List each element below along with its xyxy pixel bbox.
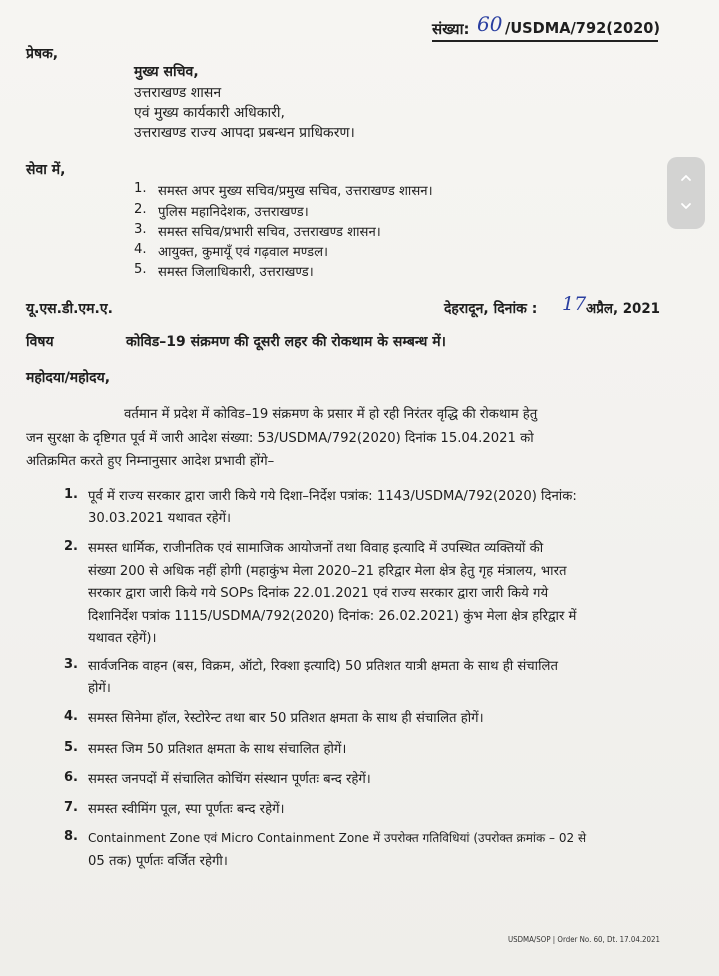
recipient-text: समस्त जिलाधिकारी, उत्तराखण्ड। (158, 265, 314, 280)
page-scroll-control[interactable] (667, 157, 705, 229)
order-number: 7. (64, 800, 78, 815)
sender-name: मुख्य सचिव, (134, 64, 199, 80)
date-suffix: अप्रैल, 2021 (586, 301, 660, 317)
recipient-text: समस्त अपर मुख्य सचिव/प्रमुख सचिव, उत्तराखण्ड शासन। (158, 184, 433, 199)
footer-reference: USDMA/SOP | Order No. 60, Dt. 17.04.2021 (508, 935, 660, 944)
order-line: समस्त सिनेमा हॉल, रेस्टोरेन्ट तथा बार 50 प्रतिशत क्षमता के साथ ही संचालित होगें। (88, 711, 484, 726)
order-line: सरकार द्वारा जारी किये गये SOPs दिनांक 22.01.2021 एवं राज्य सरकार द्वारा जारी किये गये (88, 586, 549, 601)
recipient-number: 4. (134, 242, 147, 257)
order-line: सार्वजनिक वाहन (बस, विक्रम, ऑटो, रिक्शा इत्यादि) 50 प्रतिशत यात्री क्षमता के साथ ही संचालित (88, 659, 558, 674)
intro-line: वर्तमान में प्रदेश में कोविड–19 संक्रमण के प्रसार में हो रही निरंतर वृद्धि की रोकथाम हेतु (124, 407, 538, 422)
date-prefix: देहरादून, दिनांक : (444, 301, 538, 317)
order-number: 2. (64, 539, 78, 554)
subject-label: विषय (26, 334, 54, 350)
recipient-text: समस्त सचिव/प्रभारी सचिव, उत्तराखण्ड शासन। (158, 225, 381, 240)
order-line: संख्या 200 से अधिक नहीं होगी (महाकुंभ मेला 2020–21 हरिद्वार मेला क्षेत्र हेतु गृह मंत्रालय, भारत (88, 564, 567, 579)
date-day: 17 (562, 293, 587, 315)
order-number-label: संख्या: (432, 20, 470, 38)
order-number: 1. (64, 487, 78, 502)
sender-line: उत्तराखण्ड राज्य आपदा प्रबन्धन प्राधिकरण। (134, 125, 355, 141)
order-number: 6. (64, 770, 78, 785)
order-line: दिशानिर्देश पत्रांक 1115/USDMA/792(2020) दिनांक: 26.02.2021) कुंभ मेला क्षेत्र हरिद्वार में (88, 609, 577, 624)
recipient-text: पुलिस महानिदेशक, उत्तराखण्ड। (158, 205, 309, 220)
chevron-down-icon[interactable] (679, 199, 693, 213)
order-number: 3. (64, 657, 78, 672)
sender-line: उत्तराखण्ड शासन (134, 85, 222, 101)
order-line: 30.03.2021 यथावत रहेगें। (88, 511, 232, 526)
order-number: 5. (64, 740, 78, 755)
salutation: महोदया/महोदय, (26, 370, 111, 386)
sender-label: प्रेषक, (26, 46, 59, 62)
order-number: 8. (64, 829, 78, 844)
sender-line: एवं मुख्य कार्यकारी अधिकारी, (134, 105, 285, 121)
subject-text: कोविड–19 संक्रमण की दूसरी लहर की रोकथाम के सम्बन्ध में। (126, 334, 446, 350)
recipient-number: 5. (134, 262, 147, 277)
header-underline (432, 40, 658, 42)
recipient-text: आयुक्त, कुमायूँ एवं गढ़वाल मण्डल। (158, 245, 329, 260)
order-line: समस्त जनपदों में संचालित कोचिंग संस्थान पूर्णतः बन्द रहेगें। (88, 772, 371, 787)
recipient-number: 2. (134, 202, 147, 217)
recipient-number: 1. (134, 181, 147, 196)
order-number: 4. (64, 709, 78, 724)
order-line: पूर्व में राज्य सरकार द्वारा जारी किये गये दिशा–निर्देश पत्रांक: 1143/USDMA/792(2020) दिनांक: (88, 489, 577, 504)
chevron-up-icon[interactable] (679, 171, 693, 185)
recipient-number: 3. (134, 222, 147, 237)
department-code: यू.एस.डी.एम.ए. (26, 301, 113, 317)
order-line: समस्त जिम 50 प्रतिशत क्षमता के साथ संचालित होगें। (88, 742, 347, 757)
intro-line: जन सुरक्षा के दृष्टिगत पूर्व में जारी आदेश संख्या: 53/USDMA/792(2020) दिनांक 15.04.2021 को (26, 431, 534, 446)
order-line: Containment Zone एवं Micro Containment Zone में उपरोक्त गतिविधियां (उपरोक्त क्रमांक – 02 से (88, 831, 587, 845)
order-line: होगें। (88, 681, 111, 696)
order-line: 05 तक) पूर्णतः वर्जित रहेगी। (88, 854, 228, 869)
order-line: समस्त धार्मिक, राजीनतिक एवं सामाजिक आयोजनों तथा विवाह इत्यादि में उपस्थित व्यक्तियों की (88, 541, 544, 556)
order-reference: /USDMA/792(2020) (505, 19, 661, 37)
recipients-label: सेवा में, (26, 162, 66, 178)
order-number-value: 60 (477, 12, 503, 36)
order-line: समस्त स्वीमिंग पूल, स्पा पूर्णतः बन्द रहेगें। (88, 802, 285, 817)
order-line: यथावत रहेगें)। (88, 631, 157, 646)
intro-line: अतिक्रमित करते हुए निम्नानुसार आदेश प्रभावी होंगे– (26, 454, 275, 469)
